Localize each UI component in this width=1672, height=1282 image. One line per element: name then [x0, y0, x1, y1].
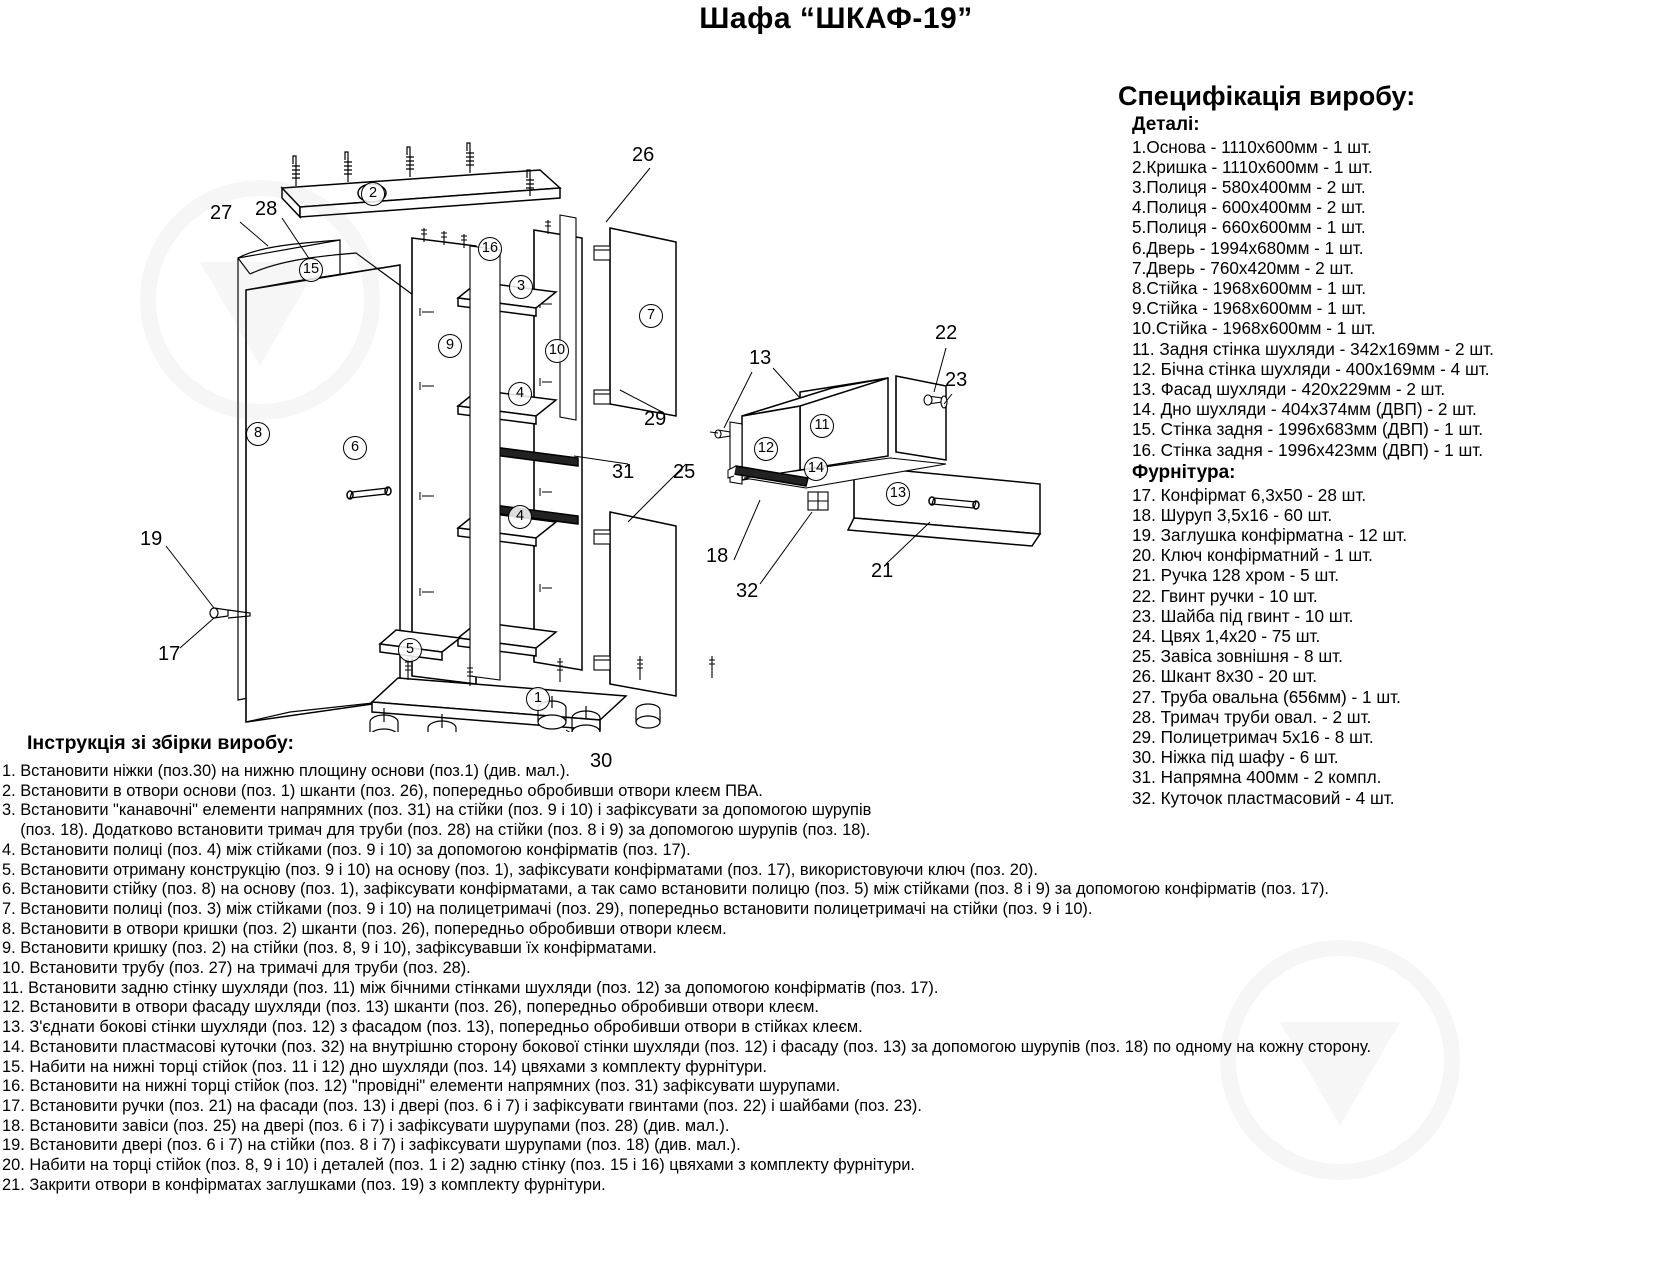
callout-22: 22	[935, 322, 958, 344]
instruction-step: 2. Встановити в отвори основи (поз. 1) шканти (поз. 26), попередньо обробивши отвори клеєм ПВА.	[2, 781, 763, 800]
instruction-step: 8. Встановити в отвори кришки (поз. 2) шканти (поз. 26), попередньо обробивши отвори клеєм.	[2, 919, 727, 938]
spec-part-item: 6.Дверь - 1994x680мм - 1 шт.	[1132, 237, 1364, 258]
spec-hardware-item: 21. Ручка 128 хром - 5 шт.	[1132, 565, 1340, 586]
instruction-step: 21. Закрити отвори в конфірматах заглушками (поз. 19) з комплекту фурнітури.	[2, 1175, 606, 1194]
spec-part-item: 13. Фасад шухляди - 420x229мм - 2 шт.	[1132, 378, 1446, 399]
part-marker-12: 12	[754, 437, 778, 461]
spec-hardware-item: 32. Куточок пластмасовий - 4 шт.	[1132, 787, 1395, 808]
instruction-step: 7. Встановити полиці (поз. 3) між стійками (поз. 9 і 10) на полицетримачі (поз. 29), попередньо встановити полицетримачі на стійки (поз. 9 і 10).	[2, 899, 1093, 918]
spec-parts-heading: Деталі:	[1132, 113, 1200, 135]
spec-part-item: 15. Стінка задня - 1996x683мм (ДВП) - 1 шт.	[1132, 419, 1483, 440]
instruction-step: 13. З'єднати бокові стінки шухляди (поз. 12) з фасадом (поз. 13), попередньо обробивши отвори в стійках клеєм.	[2, 1018, 863, 1037]
part-marker-1: 1	[526, 687, 550, 711]
spec-part-item: 9.Стійка - 1968x600мм - 1 шт.	[1132, 298, 1367, 319]
spec-hardware-item: 27. Труба овальна (656мм) - 1 шт.	[1132, 686, 1401, 707]
spec-hardware-item: 31. Напрямна 400мм - 2 компл.	[1132, 767, 1382, 788]
spec-heading: Специфікація виробу:	[1118, 81, 1416, 111]
spec-part-item: 4.Полиця - 600x400мм - 2 шт.	[1132, 197, 1366, 218]
part-marker-14: 14	[804, 457, 828, 481]
callout-17: 17	[158, 643, 181, 665]
specification-panel	[1118, 82, 1668, 808]
part-marker-2: 2	[361, 182, 385, 206]
spec-part-item: 2.Кришка - 1110x600мм - 1 шт.	[1132, 156, 1373, 177]
part-marker-7-top: 7	[639, 304, 663, 328]
part-marker-5: 5	[398, 638, 422, 662]
instruction-step: 10. Встановити трубу (поз. 27) на тримачі для труби (поз. 28).	[2, 959, 471, 978]
spec-part-item: 12. Бічна стінка шухляди - 400x169мм - 4 шт.	[1132, 358, 1490, 379]
part-marker-10: 10	[545, 339, 569, 363]
callout-26: 26	[632, 144, 655, 166]
instruction-step: 19. Встановити двері (поз. 6 і 7) на стійки (поз. 8 і 7) і зафіксувати шурупами (поз. 18) (див. мал.).	[2, 1136, 741, 1155]
instruction-step: 4. Встановити полиці (поз. 4) між стійками (поз. 9 і 10) за допомогою конфірматів (поз. 17).	[2, 840, 691, 859]
spec-hardware-item: 30. Ніжка під шафу - 6 шт.	[1132, 747, 1339, 768]
spec-part-item: 11. Задня стінка шухляди - 342x169мм - 2 шт.	[1132, 338, 1494, 359]
spec-hardware-item: 18. Шуруп 3,5х16 - 60 шт.	[1132, 504, 1333, 525]
part-marker-9: 9	[438, 334, 462, 358]
part-marker-8: 8	[246, 422, 270, 446]
instruction-step: 17. Встановити ручки (поз. 21) на фасади (поз. 13) і двері (поз. 6 і 7) і зафіксувати гвинтами (поз. 22) і шайбами (поз. 23).	[2, 1096, 922, 1115]
callout-21: 21	[871, 560, 894, 582]
instruction-step: 15. Набити на нижні торці стійок (поз. 11 і 12) дно шухляди (поз. 14) цвяхами з комплекту фурнітури.	[2, 1057, 767, 1076]
spec-hardware-item: 25. Завіса зовнішня - 8 шт.	[1132, 646, 1343, 667]
spec-hardware-item: 26. Шкант 8х30 - 20 шт.	[1132, 666, 1317, 687]
instruction-step: 12. Встановити в отвори фасаду шухляди (поз. 13) шканти (поз. 26), попередньо обробивши отвори клеєм.	[2, 998, 819, 1017]
part-marker-11: 11	[810, 414, 834, 438]
instruction-step: 5. Встановити отриману конструкцію (поз. 9 і 10) на основу (поз. 1), зафіксувати конфірматами (поз. 17), використовуючи ключ (поз. 20).	[2, 860, 1038, 879]
callout-19: 19	[140, 528, 163, 550]
callout-23: 23	[945, 369, 968, 391]
spec-hardware-item: 23. Шайба під гвинт - 10 шт.	[1132, 605, 1354, 626]
spec-hardware-item: 22. Гвинт ручки - 10 шт.	[1132, 585, 1318, 606]
instruction-step: 14. Встановити пластмасові куточки (поз. 32) на внутрішню сторону бокової стінки шухляди (поз. 12) і фасаду (поз. 13) за допомогою шурупів (поз. 18) по одному на кожну сторону.	[2, 1037, 1372, 1056]
assembly-line-art	[0, 60, 1110, 732]
part-marker-4-upper: 4	[508, 382, 532, 406]
callout-30: 30	[590, 750, 613, 772]
spec-part-item: 8.Стійка - 1968x600мм - 1 шт.	[1132, 277, 1367, 298]
instruction-step-cont: (поз. 18). Додатково встановити тримач для труби (поз. 28) на стійки (поз. 8 і 9) за допомогою шурупів (поз. 18).	[2, 821, 871, 840]
instruction-step: 18. Встановити завіси (поз. 25) на двері (поз. 6 і 7) і зафіксувати шурупами (поз. 28) (див. мал.).	[2, 1116, 730, 1135]
spec-parts-list	[1118, 137, 1668, 460]
spec-hardware-item: 19. Заглушка конфірматна - 12 шт.	[1132, 525, 1408, 546]
callout-25: 25	[673, 461, 696, 483]
part-marker-15: 15	[299, 258, 323, 282]
spec-part-item: 16. Стінка задня - 1996x423мм (ДВП) - 1 шт.	[1132, 439, 1483, 460]
spec-hardware-item: 29. Полицетримач 5х16 - 8 шт.	[1132, 727, 1374, 748]
spec-hardware-item: 17. Конфірмат 6,3х50 - 28 шт.	[1132, 484, 1367, 505]
spec-hardware-item: 28. Тримач труби овал. - 2 шт.	[1132, 706, 1372, 727]
callout-18: 18	[706, 545, 729, 567]
spec-hardware-item: 24. Цвях 1,4х20 - 75 шт.	[1132, 626, 1321, 647]
spec-hardware-heading: Фурнітура:	[1132, 461, 1236, 483]
instruction-step: 9. Встановити кришку (поз. 2) на стійки (поз. 8, 9 і 10), зафіксувавши їх конфірматами.	[2, 939, 657, 958]
instruction-step: 1. Встановити ніжки (поз.30) на нижню площину основи (поз.1) (див. мал.).	[2, 762, 570, 780]
part-marker-3: 3	[509, 275, 533, 299]
part-marker-6: 6	[343, 436, 367, 460]
instructions-heading: Інструкція зі збірки виробу:	[27, 732, 294, 754]
instruction-step: 6. Встановити стійку (поз. 8) на основу (поз. 1), зафіксувати конфірматами, а так само встановити полицю (поз. 5) між стійками (поз. 8 і 9) за допомогою конфірматів (поз. 17).	[2, 880, 1329, 899]
instructions-list	[2, 762, 1666, 1195]
spec-part-item: 5.Полиця - 660x600мм - 1 шт.	[1132, 217, 1366, 238]
page-title: Шафа “ШКАФ-19”	[699, 2, 973, 35]
part-marker-13: 13	[886, 482, 910, 506]
callout-13: 13	[749, 347, 772, 369]
part-marker-16: 16	[478, 237, 502, 261]
spec-part-item: 3.Полиця - 580x400мм - 2 шт.	[1132, 176, 1366, 197]
spec-hardware-list	[1118, 485, 1668, 808]
spec-part-item: 1.Основа - 1110x600мм - 1 шт.	[1132, 136, 1372, 157]
instruction-step: 11. Встановити задню стінку шухляди (поз. 11) між бічними стінками шухляди (поз. 12) за допомогою конфірматів (поз. 17).	[2, 978, 939, 997]
instruction-step: 20. Набити на торці стійок (поз. 8, 9 і 10) і деталей (поз. 1 і 2) задню стінку (поз. 15 і 16) цвяхами з комплекту фурнітури.	[2, 1156, 915, 1175]
spec-part-item: 14. Дно шухляди - 404x374мм (ДВП) - 2 шт.	[1132, 399, 1477, 420]
callout-27: 27	[210, 202, 233, 224]
spec-part-item: 7.Дверь - 760x420мм - 2 шт.	[1132, 257, 1354, 278]
callout-31: 31	[612, 461, 635, 483]
part-marker-4-lower: 4	[508, 505, 532, 529]
instruction-step: 3. Встановити "канавочні" елементи напрямних (поз. 31) на стійки (поз. 9 і 10) і зафіксувати за допомогою шурупів	[2, 801, 872, 820]
callout-32: 32	[736, 580, 759, 602]
callout-29: 29	[644, 408, 667, 430]
spec-hardware-item: 20. Ключ конфірматний - 1 шт.	[1132, 545, 1373, 566]
instructions-panel	[2, 762, 1666, 1195]
instruction-step: 16. Встановити на нижні торці стійок (поз. 12) "провідні" елементи напрямних (поз. 31) зафіксувати шурупами.	[2, 1077, 841, 1096]
spec-part-item: 10.Стійка - 1968x600мм - 1 шт.	[1132, 318, 1376, 339]
callout-28: 28	[255, 198, 278, 220]
